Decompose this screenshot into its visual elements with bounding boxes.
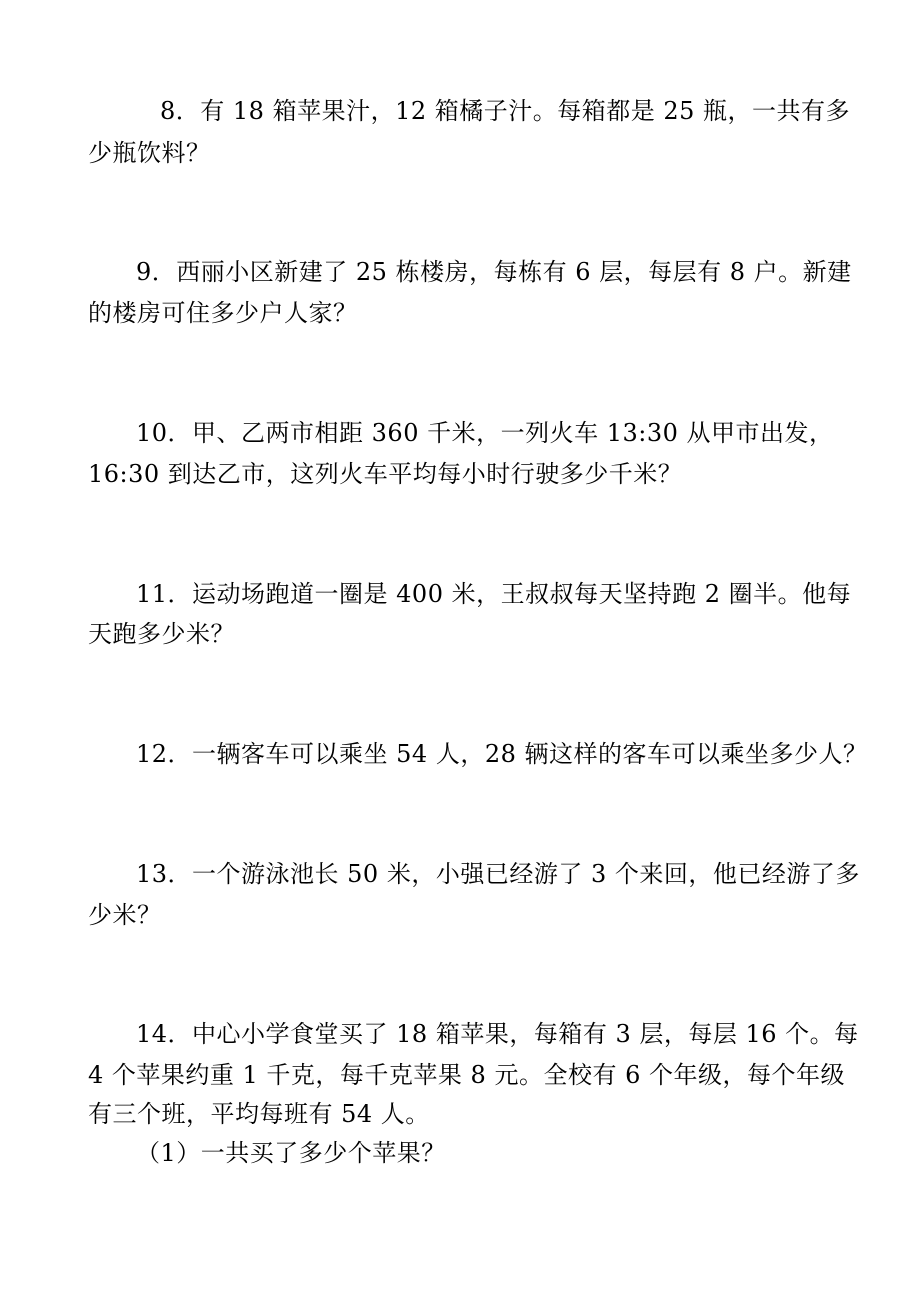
problem-10-line-2: 16:30 到达乙市，这列火车平均每小时行驶多少千米？	[88, 460, 683, 488]
problem-12-line-1: 12．一辆客车可以乘坐 54 人，28 辆这样的客车可以乘坐多少人？	[136, 740, 868, 768]
problem-14-line-2: 4 个苹果约重 1 千克，每千克苹果 8 元。全校有 6 个年级，每个年级	[88, 1061, 845, 1089]
problem-8-line-1: 8．有 18 箱苹果汁，12 箱橘子汁。每箱都是 25 瓶，一共有多	[160, 97, 851, 125]
problem-14-line-1: 14．中心小学食堂买了 18 箱苹果，每箱有 3 层，每层 16 个。每	[136, 1020, 859, 1048]
problem-14-line-3: 有三个班，平均每班有 54 人。	[88, 1100, 430, 1128]
problem-13-line-1: 13．一个游泳池长 50 米，小强已经游了 3 个来回，他已经游了多	[136, 860, 860, 888]
problem-9-line-1: 9．西丽小区新建了 25 栋楼房，每栋有 6 层，每层有 8 户。新建	[136, 258, 852, 286]
problem-8-line-2: 少瓶饮料？	[88, 139, 211, 167]
problem-9-line-2: 的楼房可住多少户人家？	[88, 299, 358, 327]
problem-11-line-2: 天跑多少米？	[88, 620, 235, 648]
problem-11-line-1: 11．运动场跑道一圈是 400 米，王叔叔每天坚持跑 2 圈半。他每	[136, 580, 852, 608]
problem-13-line-2: 少米？	[88, 901, 162, 929]
problem-14-subquestion-1: （1）一共买了多少个苹果？	[136, 1139, 446, 1167]
problem-10-line-1: 10．甲、乙两市相距 360 千米，一列火车 13:30 从甲市出发，	[136, 419, 834, 447]
